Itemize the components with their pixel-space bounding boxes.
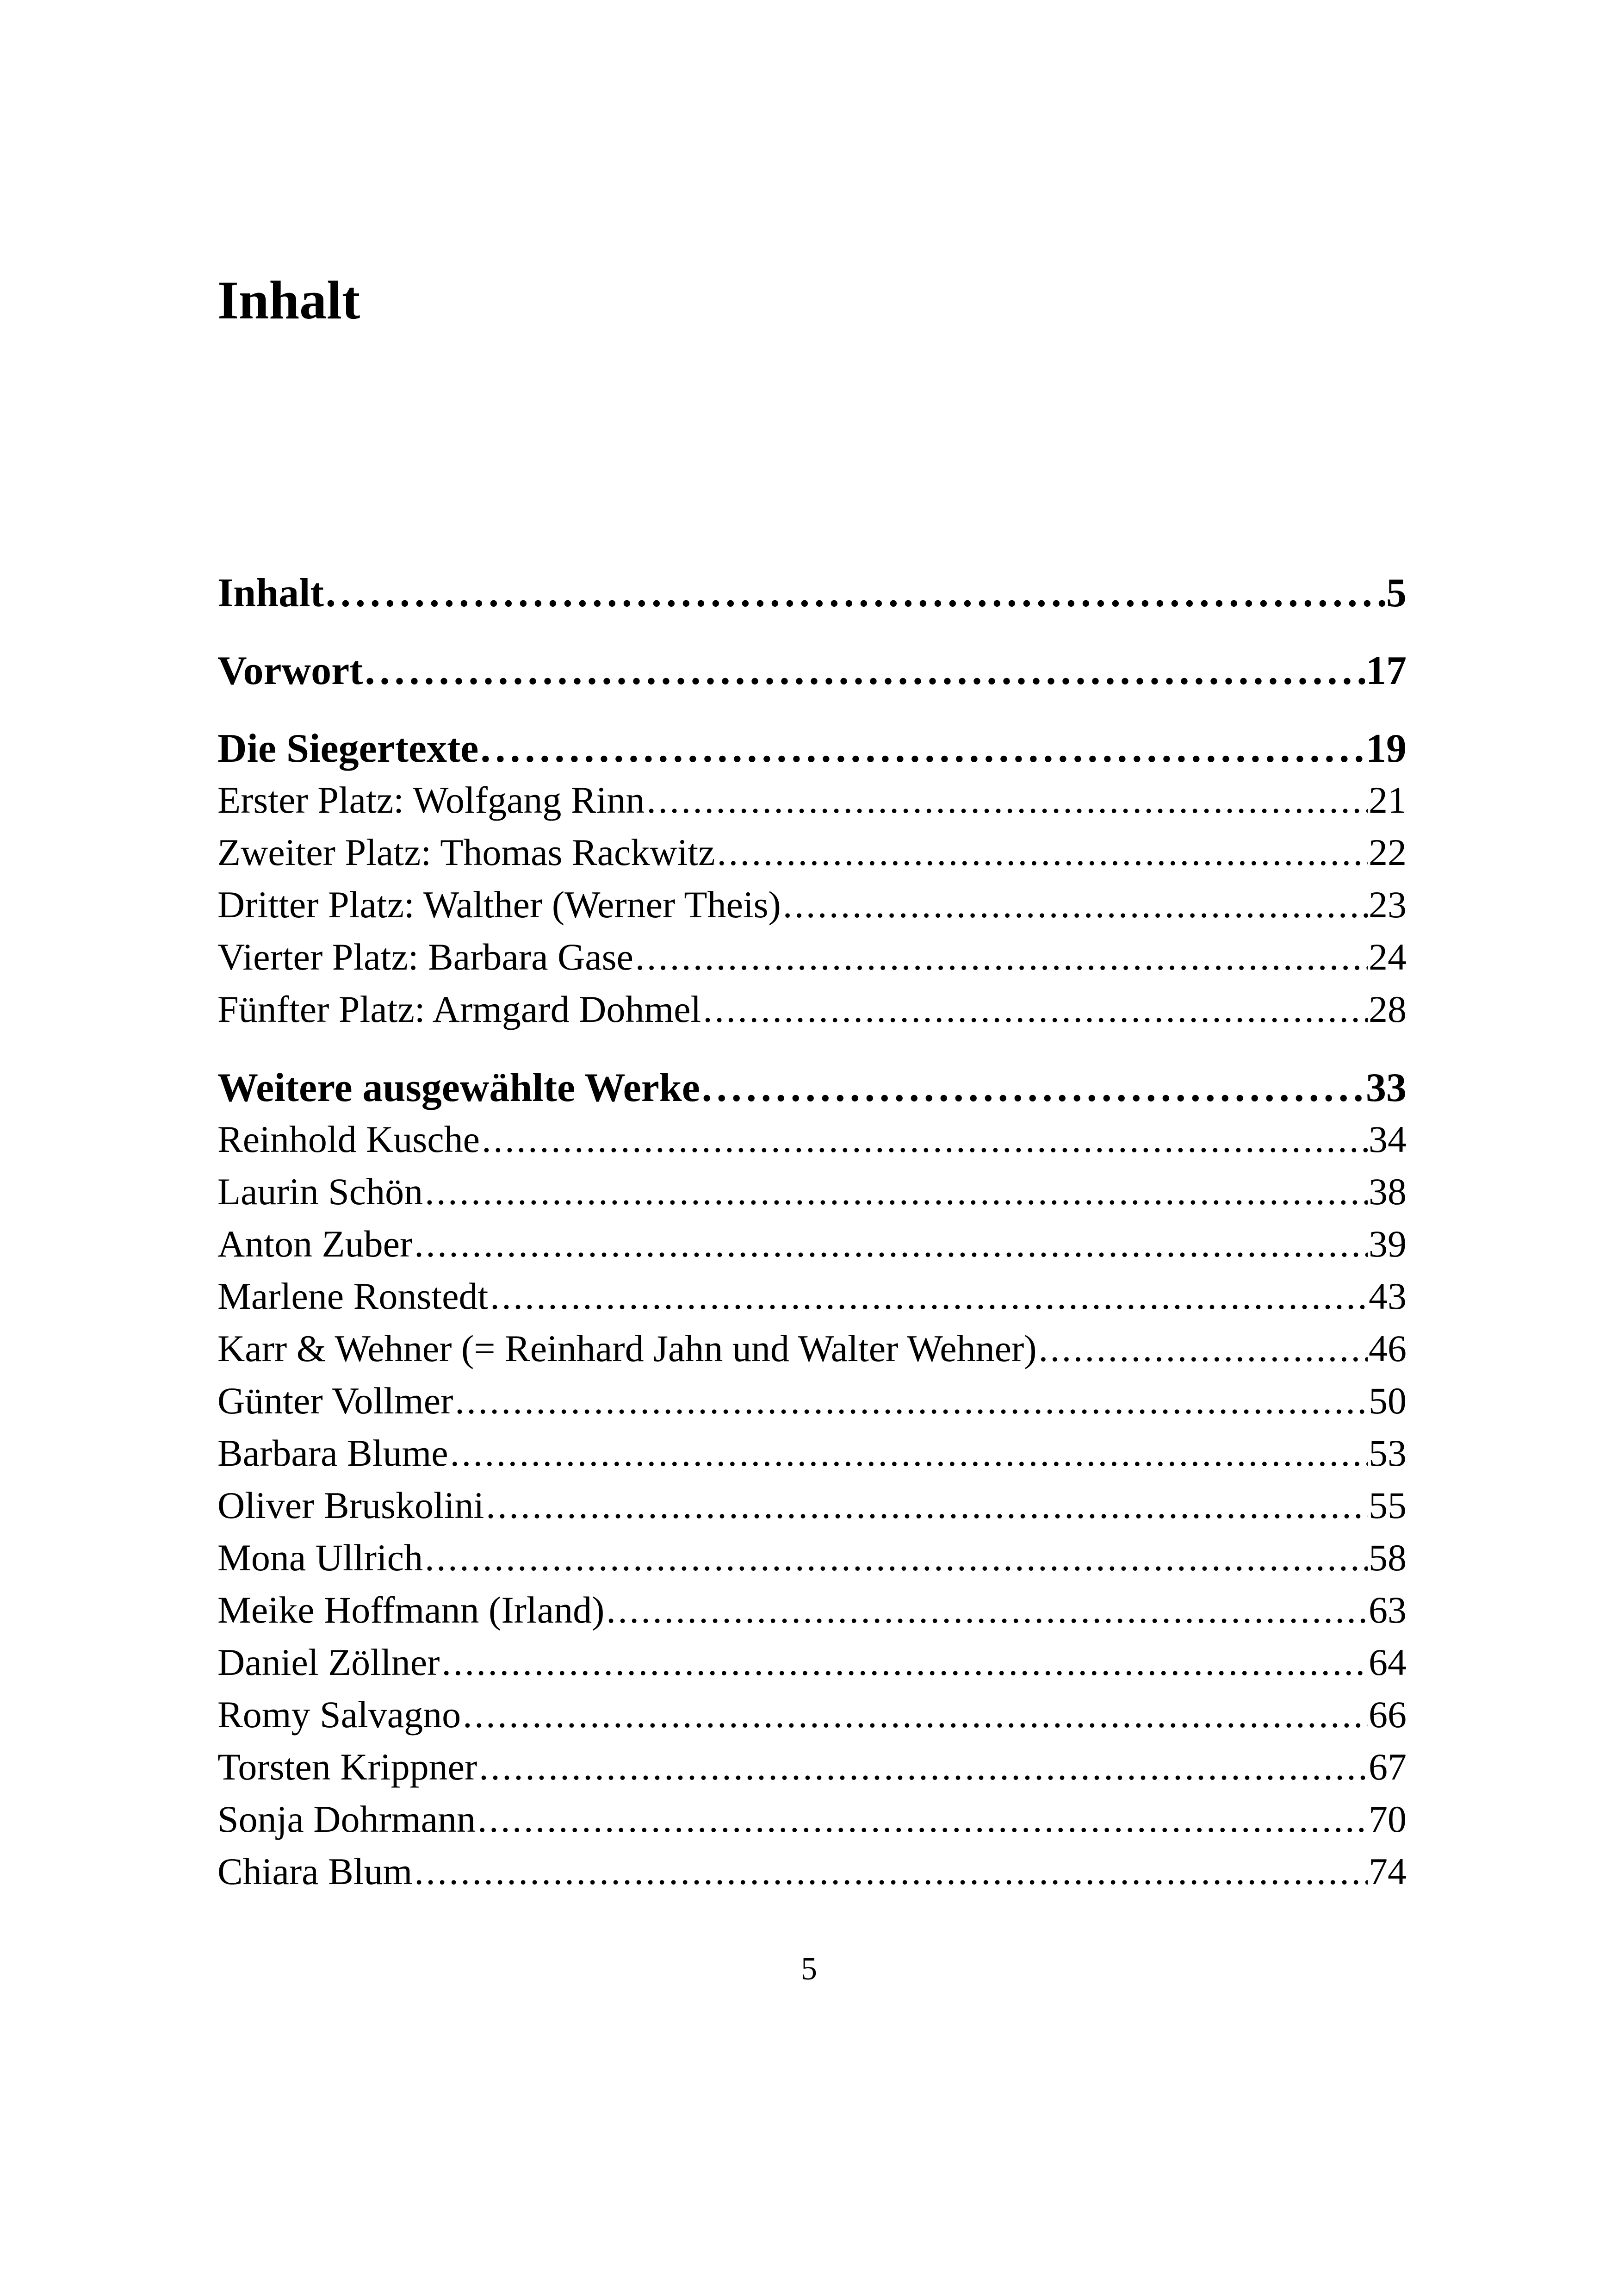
- dot-leader: [414, 1218, 1368, 1270]
- dot-leader: [450, 1427, 1368, 1479]
- toc-entry-label: Die Siegertexte: [217, 724, 480, 774]
- toc-entry-label: Laurin Schön: [217, 1165, 425, 1218]
- toc-entry-page: 33: [1365, 1063, 1407, 1113]
- dot-leader: [703, 983, 1368, 1035]
- toc-entry-page: 22: [1368, 826, 1407, 878]
- toc-entry-label: Vorwort: [217, 646, 365, 696]
- dot-leader: [441, 1636, 1368, 1688]
- table-of-contents: [217, 568, 1407, 1898]
- toc-entry-page: 67: [1368, 1741, 1407, 1793]
- toc-entry[interactable]: [217, 1688, 1407, 1741]
- dot-leader: [717, 826, 1368, 878]
- dot-leader: [425, 1165, 1368, 1218]
- dot-leader: [646, 774, 1368, 826]
- toc-entry-page: 34: [1368, 1113, 1407, 1165]
- dot-leader: [479, 1741, 1368, 1793]
- page-title: Inhalt: [217, 270, 360, 330]
- dot-leader: [455, 1375, 1368, 1427]
- toc-entry-label: Oliver Bruskolini: [217, 1479, 486, 1531]
- toc-entry-label: Mona Ullrich: [217, 1531, 425, 1584]
- toc-entry[interactable]: [217, 1427, 1407, 1479]
- toc-entry[interactable]: [217, 983, 1407, 1035]
- dot-leader: [480, 724, 1365, 774]
- toc-entry-page: 23: [1368, 878, 1407, 931]
- toc-entry-page: 50: [1368, 1375, 1407, 1427]
- toc-entry[interactable]: [217, 1165, 1407, 1218]
- dot-leader: [365, 646, 1365, 696]
- dot-leader: [702, 1063, 1365, 1113]
- page-number: 5: [801, 1951, 817, 1987]
- toc-entry-page: 46: [1368, 1322, 1407, 1375]
- toc-section-entry[interactable]: [217, 646, 1407, 696]
- dot-leader: [486, 1479, 1368, 1531]
- toc-entry-page: 43: [1368, 1270, 1407, 1322]
- dot-leader: [635, 931, 1368, 983]
- toc-entry-page: 63: [1368, 1584, 1407, 1636]
- dot-leader: [482, 1113, 1368, 1165]
- toc-entry[interactable]: [217, 826, 1407, 878]
- dot-leader: [490, 1270, 1368, 1322]
- toc-entry-page: 64: [1368, 1636, 1407, 1688]
- toc-entry-label: Meike Hoffmann (Irland): [217, 1584, 606, 1636]
- toc-entry[interactable]: [217, 1584, 1407, 1636]
- toc-entry-label: Reinhold Kusche: [217, 1113, 482, 1165]
- toc-entry-label: Barbara Blume: [217, 1427, 450, 1479]
- toc-entry-label: Inhalt: [217, 568, 326, 618]
- toc-section-entry[interactable]: [217, 1063, 1407, 1113]
- toc-entry-label: Karr & Wehner (= Reinhard Jahn und Walter Wehner): [217, 1322, 1039, 1375]
- toc-entry[interactable]: [217, 1636, 1407, 1688]
- toc-entry-page: 58: [1368, 1531, 1407, 1584]
- toc-entry-page: 28: [1368, 983, 1407, 1035]
- dot-leader: [414, 1845, 1368, 1898]
- dot-leader: [463, 1688, 1368, 1741]
- toc-entry-page: 70: [1368, 1793, 1407, 1845]
- toc-entry-label: Marlene Ronstedt: [217, 1270, 490, 1322]
- toc-entry-page: 5: [1385, 568, 1407, 618]
- dot-leader: [326, 568, 1385, 618]
- dot-leader: [1039, 1322, 1368, 1375]
- toc-entry-label: Anton Zuber: [217, 1218, 414, 1270]
- toc-entry[interactable]: [217, 1793, 1407, 1845]
- toc-entry-label: Sonja Dohrmann: [217, 1793, 477, 1845]
- toc-entry[interactable]: [217, 1479, 1407, 1531]
- toc-entry[interactable]: [217, 774, 1407, 826]
- dot-leader: [783, 878, 1368, 931]
- toc-entry[interactable]: [217, 1218, 1407, 1270]
- toc-entry-page: 17: [1365, 646, 1407, 696]
- toc-entry-page: 74: [1368, 1845, 1407, 1898]
- toc-entry[interactable]: [217, 1270, 1407, 1322]
- toc-section-entry[interactable]: [217, 724, 1407, 774]
- toc-entry-page: 39: [1368, 1218, 1407, 1270]
- dot-leader: [477, 1793, 1368, 1845]
- toc-entry-page: 55: [1368, 1479, 1407, 1531]
- toc-entry[interactable]: [217, 878, 1407, 931]
- toc-section-entry[interactable]: [217, 568, 1407, 618]
- toc-entry-page: 38: [1368, 1165, 1407, 1218]
- toc-entry-label: Torsten Krippner: [217, 1741, 479, 1793]
- toc-entry-label: Dritter Platz: Walther (Werner Theis): [217, 878, 783, 931]
- toc-entry-label: Weitere ausgewählte Werke: [217, 1063, 702, 1113]
- toc-entry-label: Zweiter Platz: Thomas Rackwitz: [217, 826, 717, 878]
- toc-entry-page: 21: [1368, 774, 1407, 826]
- toc-entry[interactable]: [217, 931, 1407, 983]
- toc-entry[interactable]: [217, 1322, 1407, 1375]
- toc-entry-label: Günter Vollmer: [217, 1375, 455, 1427]
- toc-entry-label: Vierter Platz: Barbara Gase: [217, 931, 635, 983]
- toc-entry[interactable]: [217, 1741, 1407, 1793]
- toc-entry[interactable]: [217, 1845, 1407, 1898]
- toc-entry-label: Daniel Zöllner: [217, 1636, 441, 1688]
- toc-entry-page: 19: [1365, 724, 1407, 774]
- toc-entry[interactable]: [217, 1113, 1407, 1165]
- toc-entry[interactable]: [217, 1531, 1407, 1584]
- toc-entry[interactable]: [217, 1375, 1407, 1427]
- toc-entry-label: Fünfter Platz: Armgard Dohmel: [217, 983, 703, 1035]
- toc-entry-label: Romy Salvagno: [217, 1688, 463, 1741]
- toc-entry-page: 66: [1368, 1688, 1407, 1741]
- dot-leader: [606, 1584, 1368, 1636]
- toc-entry-page: 24: [1368, 931, 1407, 983]
- dot-leader: [425, 1531, 1368, 1584]
- toc-entry-label: Chiara Blum: [217, 1845, 414, 1898]
- toc-entry-page: 53: [1368, 1427, 1407, 1479]
- toc-entry-label: Erster Platz: Wolfgang Rinn: [217, 774, 646, 826]
